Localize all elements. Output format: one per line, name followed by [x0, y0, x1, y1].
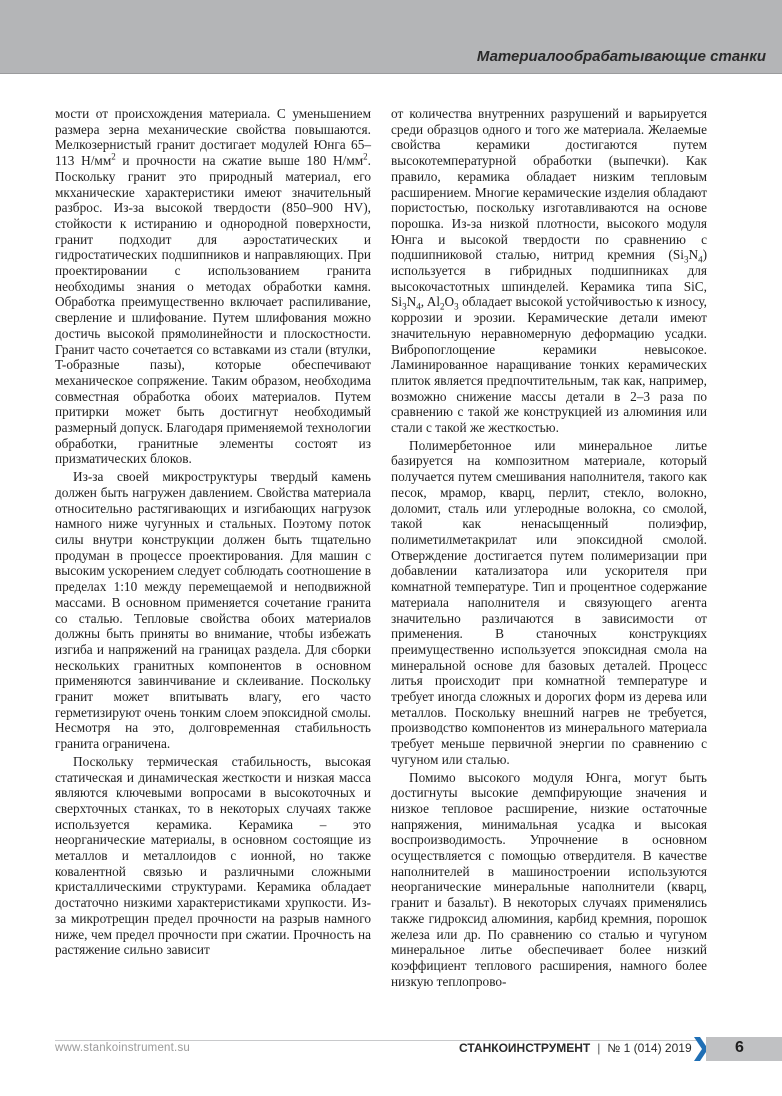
right-column [391, 106, 707, 989]
right-paragraph-2: Полимербетонное или минеральное литье базируется на композитном материале, который получается путем смешивания наполнителя, такого как песок, мрамор, кварц, перлит, стекло, волокно, доломит, сталь или углеродные волокна, со смолой, такой как ненасыщенный полиэфир, полиметилметакрилат или эпоксидной смолой. Отверждение достигается путем полимеризации при добавлении катализатора или ускорителя при комнатной температуре. Тип и процентное содержание материала наполнителя и связующего агента значительно различаются в зависимости от применения. В станочных конструкциях преимущественно используется эпоксидная смола на минеральной основе для базовых деталей. Процесс литья происходит при комнатной температуре и требует иногда сложных и дорогих форм из дерева или металлов. Поскольку внешний нагрев не требуется, производство компонентов из минерального материала требует меньше первичной энергии по сравнению с чугуном или сталью. [391, 437, 707, 767]
footer-brand: СТАНКОИНСТРУМЕНТ [459, 1041, 591, 1055]
section-title: Материалообрабатывающие станки [476, 48, 766, 65]
footer-url-link[interactable]: www.stankoinstrument.su [55, 1042, 190, 1054]
header-divider [0, 73, 782, 74]
page-number-box [706, 1037, 782, 1061]
right-paragraph-3: Помимо высокого модуля Юнга, могут быть достигнуты высокие демпфирующие значения и низкое тепловое расширение, низкие остаточные напряжения, минимальная усадка и высокая воспроизводимость. Упрочнение в основном осуществляется с помощью отвердителя. В качестве наполнителей в машиностроении используются неорганические минеральные наполнители (кварц, гранит и базальт). В некоторых случаях применялись также гидроксид алюминия, карбид кремния, порошок железа или др. По сравнению со сталью и чугуном минеральное литье обеспечивает более низкий коэффициент теплового расширения, намного более низкую теплопрово- [391, 769, 707, 989]
left-column [55, 106, 371, 958]
right-paragraph-1: от количества внутренних разрушений и варьируется среди образцов одного и того же материала. Желаемые свойства керамики достигаются путем высокотемпературной обработки (выпечки). Как правило, керамика обладает низким тепловым расширением. Многие керамические изделия обладают пористостью, поскольку изготавливаются на основе порошка. Из-за низкой плотности, высокого модуля Юнга и высокой твердости по сравнению с подшипниковой сталью, нитрид кремния $(Si_3N_4)$ используется в гибридных подшипниках для высокочастотных шпинделей. Керамика типа SiC, $Si_3N_4$, $Al_2O_3$ обладает высокой устойчивостью к износу, коррозии и эрозии. Керамические детали имеют значительную неравномерную деформацию усадки. Вибропоглощение керамики невысокое. Ламинированное наращивание тонких керамических плиток является предпочтительным, так как, например, возможно снижение массы детали в 2–3 раза по сравнению с такой же конструкцией из алюминия или стали с такой же жесткостью. [391, 106, 708, 436]
left-paragraph-2: Из-за своей микроструктуры твердый камень должен быть нагружен давлением. Свойства материала относительно растягивающих и изгибающих нагрузок намного ниже чугунных и стальных. Поэтому поток силы внутри конструкции должен быть тщательно продуман в процессе проектирования. Для машин с высоким ускорением следует соблюдать соотношение в пределах 1:10 между перемещаемой и неподвижной массами. В основном применяется сочетание гранита со сталью. Тепловые свойства обоих материалов должны быть приняты во внимание, чтобы избежать изгиба и напряжений на границах раздела. Для сборки нескольких гранитных компонентов в основном применяются завинчивание и склеивание. Поскольку гранит может впитывать влагу, его часто герметизируют очень тонким слоем эпоксидной смолы. Несмотря на это, долговременная стабильность гранита ограничена. [55, 469, 371, 752]
footer-magazine-info [459, 1041, 692, 1055]
footer-separator: | [597, 1041, 601, 1055]
left-paragraph-1: мости от происхождения материала. С уменьшением размера зерна механические свойства повышаются. Мелкозернистый гранит достигает модулей Юнга 65–113 $Н/мм^2$ и прочности на сжатие выше 180 $Н/мм^2$. Поскольку гранит это природный материал, его мкханические характеристики имеют значительный разброс. Из-за высокой твердости (850–900 HV), стойкости к истиранию и однородной поверхности, гранит подходит для аэростатических и гидростатических подшипников и направляющих. При проектировании с использованием гранита необходимы знания о методах обработки камня. Обработка преимущественно включает распиливание, сверление и шлифование. Путем шлифования можно достичь высокой прямолинейности и плоскостности. Гранит часто сочетается со вставками из стали (втулки, T-образные пазы), которые обеспечивают механическое сопряжение. Таким образом, необходима совместная обработка обоих материалов. Путем притирки может быть достигнут необходимый размерный допуск. Благодаря применяемой технологии обработки, гранитные элементы состоят из призматических блоков. [55, 106, 371, 467]
page-number: 6 [735, 1039, 744, 1056]
left-paragraph-3: Поскольку термическая стабильность, высокая статическая и динамическая жесткости и низкая масса являются ключевыми вопросами в высокоточных и сверхточных станках, то в некоторых случаях также используется керамика. Керамика – это неорганические материалы, в основном состоящие из металлов и металлоидов с ионной, но также ковалентной связью и различными сложными кристаллическими структурами. Керамика обладает достаточно низкими характеристиками хрупкости. Из-за микротрещин предел прочности на разрыв намного ниже, чем предел прочности при сжатии. Прочность на растяжение сильно зависит [55, 753, 371, 958]
footer-issue: № 1 (014) 2019 [607, 1041, 692, 1055]
